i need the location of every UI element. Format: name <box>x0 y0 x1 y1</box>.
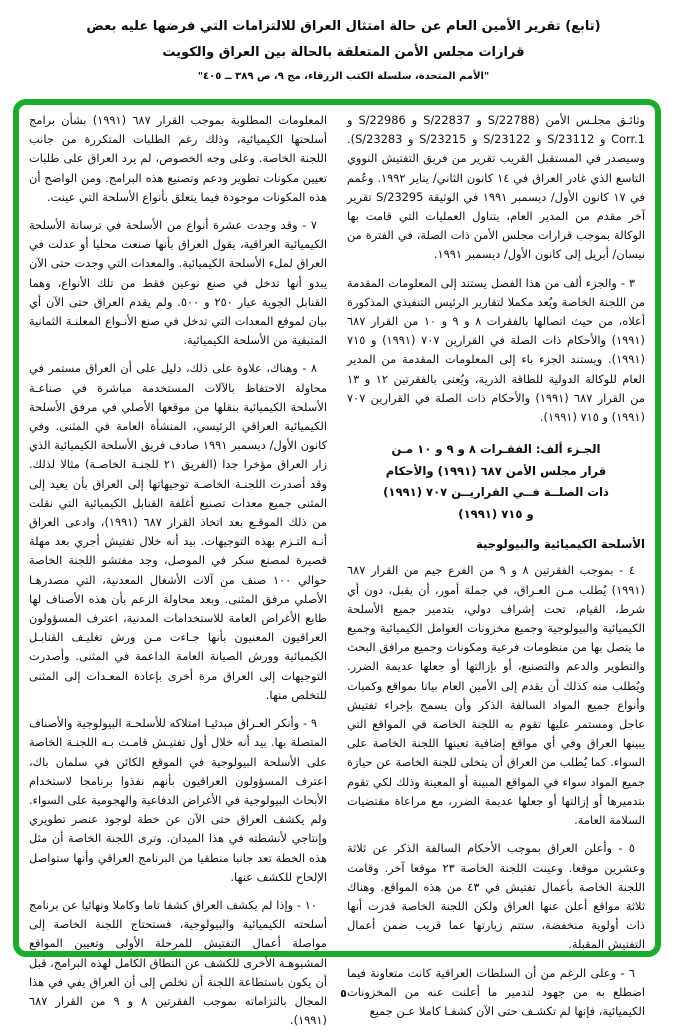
page-title-line-1: (تابع) تقرير الأمين العام عن حالة امتثال العراق للالتزامات التي فرضها عليه بعض <box>86 19 601 34</box>
paragraph-item-7: ٧ - وقد وجدت عشرة أنواع من الأسلحة في ترسانة الأسلحة الكيميائية العراقية، يقول العراق بأنها صنعت محليا أو عدلت في العراق لملء الأسلحة الكيميائية. والمعدات التي وجدت حتى الآن يبدو أنها تدخل في صنع نوعين فقط من تلك الأنواع، وهما القنابل الجوية عيار ٢٥٠ و ٥٠٠. ولم يقدم العراق حتى الآن أي بيان لموقع المعدات التي تدخل في صنع الأنـواع المعلنـة الثمانية المتبقية من الأسلحة الكيميائية. <box>29 218 328 348</box>
source-citation-line: "الأمم المتحدة، سلسلة الكتب الزرقاء، مج ٩، ص ٣٨٩ ــ ٤٠٥" <box>197 71 490 82</box>
section-heading-line-3: ذات الصلــة فــي القراريــن ٧٠٧ (١٩٩١) <box>383 485 609 500</box>
paragraph-item-5: ٥ - وأعلن العراق بموجب الأحكام السالفة الذكر عن ثلاثة وعشرين موقعا. وعينت اللجنة الخاصة ٢٣ موقعا آخر. وقامت اللجنة الخاصة بأعمال تفتيش في ٤٣ من هذه المواقع. وهناك ثلاثة مواقع أعلن عنها العراق ولكن اللجنة الخاصة قدرت أنها ذات أولوية منخفضة، ستتم زيارتها عما قريب ضمن أعمال التفتيش المقبلة. <box>347 841 646 952</box>
document-header <box>0 14 687 86</box>
section-heading-part-a <box>361 439 631 525</box>
green-content-border <box>13 99 661 1028</box>
section-heading-line-4: و ٧١٥ (١٩٩١) <box>458 506 534 521</box>
page-number: ٥ <box>340 987 347 1000</box>
paragraph-continuation: وثائـق مجلـس الأمن (S/22788 و S/22837 و S/22986 و Corr.1 و S/23112 و S/23122 و S/23215 و S/23283). وسيصدر في المستقبل القريب تقرير من فريق التفتيش النووي التاسع الذي غادر العراق في ١٤ كانون الثاني/ يناير ١٩٩٢. وعُمم في ١٧ كانون الأول/ ديسمبر ١٩٩١ في الوثيقة S/23295 تقرير آخر مقدم من المدير العام، يتناول العمليات التي قامت بها الوكالة بموجب قرارات مجلس الأمن ذات الصلة، في الفترة من نيسان/ أبريل إلى كانون الأول/ ديسمبر ١٩٩١. <box>347 113 645 262</box>
paragraph-item-6: ٦ - وعلى الرغم من أن السلطات العراقية كانت متعاونة فيما اضطلع به من جهود لتدمير ما أعلنت عنه من المخزونات الكيميائية، فإنها لم تكشـف حتى الآن كشفـا كاملا عـن جميع <box>347 965 645 1018</box>
paragraph-item-9: ٩ - وأنكر العـراق مبدئيـا امتلاكه للأسلحـة البيولوجية والأصناف المتصلة بها. بيد أنه خلال أول تفتيـش قامـت بـه اللجنـة الخاصة على الأسلحة البيولوجية في الموقع الكائن في سلمان باك، اعترف المسؤولون العراقيون بأنهم نفذوا برنامجا لاستخدام الأبحاث البيولوجية في الأغراض الدفاعية والهجومية على السواء. ولم يكشف العراق حتى الآن عن خطة لوجود عنصر تطويري وإنتاجي لأنشطته في هذا الميدان. وترى اللجنة الخاصة أن مثل هذه الخطة تعد جانبا منطقيا من البرنامج العراقي وأنها ستواصل الإلحاح للكشف عنها. <box>29 716 327 884</box>
section-heading-line-2: قرار مجلس الأمن ٦٨٧ (١٩٩١) والأحكام <box>385 463 607 478</box>
column-left <box>29 111 328 1028</box>
page-title-line-2: قرارات مجلس الأمن المتعلقة بالحالة بين العراق والكويت <box>162 45 525 60</box>
section-heading-line-1: الجـزء ألف: الفقـرات ٨ و ٩ و ١٠ مـن <box>391 442 601 457</box>
column-right <box>347 111 646 1018</box>
paragraph-continuation: المعلومات المطلوبة بموجب القرار ٦٨٧ (١٩٩١) بشأن برامج أسلحتها الكيميائية، وذلك رغم الطلبات المتكررة من جانب اللجنة الخاصة. وعلى وجه الخصوص، لم يرد العراق على طلبات تعيين مكونات تطوير ودعم وتصنيع هذه البرامج. ومن الواضح أن هذه المكونات موجودة فيما يتعلق بأنواع الأسلحة التي عينت. <box>29 113 327 204</box>
subsection-heading-chemical-biological: الأسلحة الكيميائية والبيولوجية <box>476 537 645 552</box>
paragraph-item-10: ١٠ - وإذا لم يكشف العراق كشفا تاما وكاملا ونهائيا عن برنامج أسلحته الكيميائية والبيولوجية، فستحتاج اللجنة الخاصة إلى مواصلة أعمال التفتيش للمرحلة الأولى وتعيين المواقع المشبوهـة الأخرى للكشف عن النطاق الكامل لهذه البرامج، قبل أن يكون باستطاعة اللجنة أن تخلص إلى أن العراق يفي في هذا المجال بالتزاماته بموجب الفقرتين ٨ و ٩ من القرار ٦٨٧ (١٩٩١). <box>29 897 327 1028</box>
paragraph-item-3: ٣ - والجزء ألف من هذا الفصل يستند إلى المعلومات المقدمة من اللجنة الخاصة ويُعد مكملا لتقارير الرئيس التنفيذي المذكورة أعلاه، من حيث اتصالها بالفقرات ٨ و ٩ و ١٠ من القرار ٦٨٧ (١٩٩١) والأحكام ذات الصلة في القرارين ٧٠٧ (١٩٩١) و ٧١٥ (١٩٩١). ويستند الجزء باء إلى المعلومات المقدمة من المدير العام للوكالة الدولية للطاقة الذرية، ويُعنى بالفقرتين ١٢ و ١٣ من القرار ٦٨٧ (١٩٩١) والأحكام ذات الصلة في القرارين ٧٠٧ (١٩٩١) و ٧١٥ (١٩٩١). <box>347 275 646 425</box>
paragraph-item-8: ٨ - وهناك، علاوة على ذلك، دليل على أن العراق مستمر في محاولة الاحتفاظ بالآلات المستخدمة مباشرة في صناعـة الأسلحة الكيميائية بنقلها من موقعها الأصلي في مرفق الأسلحة الكيميائية العراقي الرئيسي، المنشأة العامة في المثنى. وفي كانون الأول/ ديسمبر ١٩٩١ صادف فريق الأسلحة الكيميائية الذي زار العراق مؤخرا جدا (الفريق ٢١ للجنـة الخاصـة) مثالا لذلك. وقد أصدرت اللجنـة الخاصـة توجيهاتها إلى العراق بأن يعيد إلى المثنى جميع معدات تصنيع أغلفة القنابل الكيميائية التي نقلت من ذلك الموقـع بعد اتخاذ القرار ٦٨٧ (١٩٩١)، وادعى العراق أنـه التـزم بهذه التوجيهات. بيد أنه خلال تفتيش أجري بعد مهلة قصيرة لمصنع سكر في الموصل، وجد مفتشو اللجنة الخاصة حوالي ١٠٠ صنف من آلات الأشغال المعدنية، التي مصدرهـا الأصلي مرفق المثنى. وبعد محاولة الزعم بأن هذه الأصناف لها طابع الأغراض العامة للاستخدامات المدنية، اعترف المسؤولون العراقيون المعنيون بأنها جـاءت مـن ورش تغليـف القنابـل الكيميائية وورش الصيانة العامة الداعمة في المثنى. وأصدرت التوجيهات إلى العراق مرة أخرى بإعادة المعـدات إلى المثنى للتخلص منها. <box>29 361 328 702</box>
paragraph-item-4: ٤ - بموجب الفقرتين ٨ و ٩ من الفرع جيم من القرار ٦٨٧ (١٩٩١) يُطلب مـن العـراق، في جملة أمور، أن يقبل، دون أي شرط، القيام، تحت إشراف دولي، بتدمير جميع الأسلحة الكيميائية والبيولوجية وجميع مخزونات العوامل الكيميائية وجميع ما يتصل بها من منظومات فرعية ومكونات وجميع مرافق البحث والتطوير والدعم والتصنيع، أو بإزالتها أو جعلها عديمة الضرر. ويُطلب منه كذلك أن يقدم إلى الأمين العام بيانا بمواقع وكميات وأنواع جميع المواد السالفة الذكر وأن يسمح بإجراء تفتيش عاجل ومستمر عليها تقوم به اللجنة الخاصة في المواقع التي يبينها العراق وفي أي مواقع إضافية تعينها اللجنة الخاصة على السواء. كما يُطلب من العراق أن يتخلى للجنة الخاصة عن حيازة جميع المواد سواء في المواقع المبينة أو المعينة وذلك لكي تقوم بتدميرها أو إزالتها أو جعلها عديمة الضرر، مع مراعاة مقتضيات السلامة العامة. <box>347 563 645 828</box>
two-column-text-area <box>29 111 646 1028</box>
